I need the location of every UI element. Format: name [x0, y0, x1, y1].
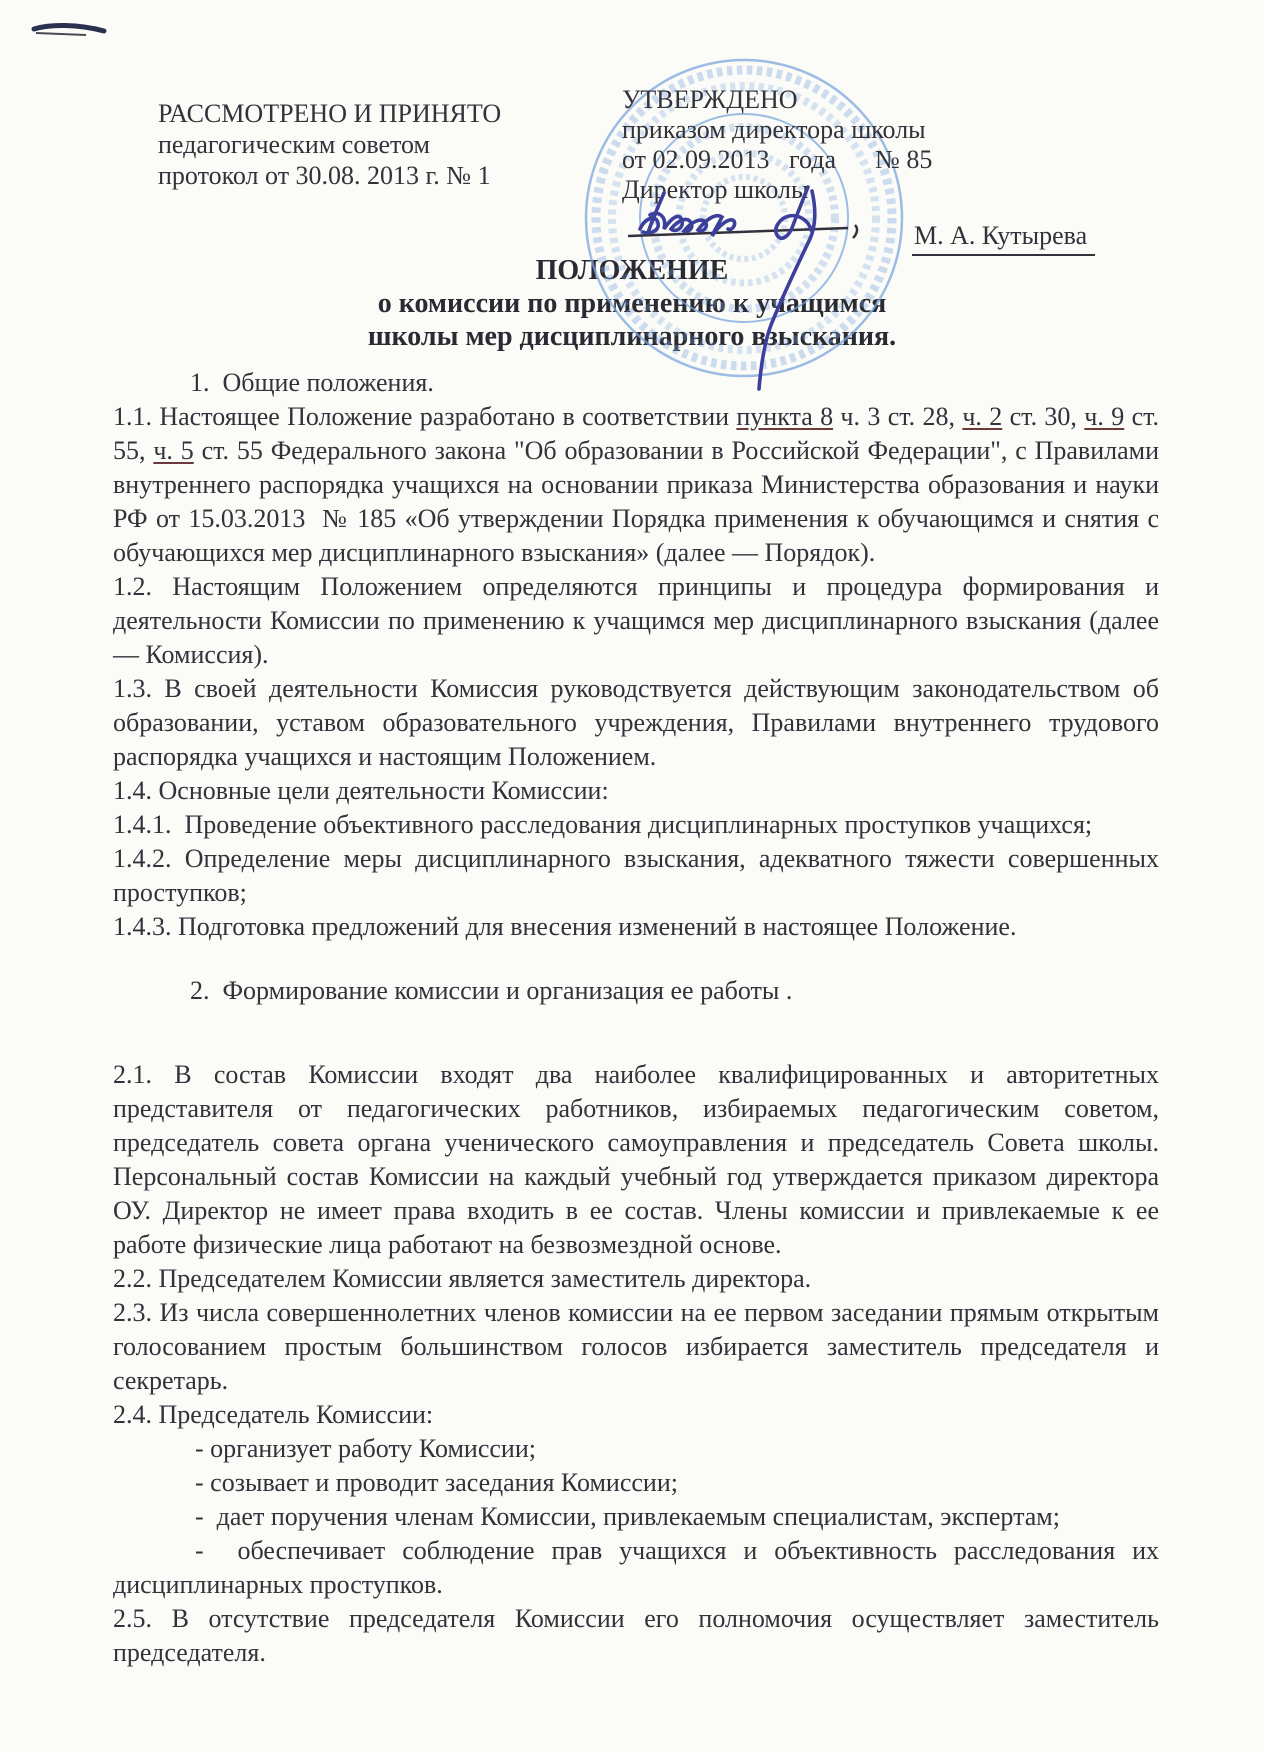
paragraph-1-2: 1.2. Настоящим Положением определяются принципы и процедура формирования и деятельности Комиссии по применению к учащимся мер дисциплинарного взыскания (далее — Комиссия).: [113, 572, 1159, 669]
title-line: школы мер дисциплинарного взыскания.: [367, 321, 897, 352]
paragraph-text: ст. 30,: [1002, 402, 1085, 431]
approval-left-line: педагогическим советом: [158, 130, 430, 159]
paragraph-1-4-2: 1.4.2. Определение меры дисциплинарного взыскания, адекватного тяжести совершенных проступков;: [113, 844, 1159, 907]
legal-reference: ч. 2: [962, 402, 1003, 431]
document-body: [113, 366, 1159, 1670]
paragraph-1-4-1: 1.4.1. Проведение объективного расследования дисциплинарных проступков учащихся;: [113, 810, 1093, 839]
approval-left-line: протокол от 30.08. 2013 г. № 1: [158, 161, 491, 190]
paragraph-1-4-3: 1.4.3. Подготовка предложений для внесения изменений в настоящее Положение.: [113, 912, 1017, 941]
paragraph-text: 1.1. Настоящее Положение разработано в соответствии: [113, 402, 737, 431]
paragraph-text: ст. 55,: [113, 402, 1160, 465]
paragraph-2-4-item: - организует работу Комиссии;: [195, 1434, 536, 1463]
paragraph-text: ч. 3 ст. 28,: [833, 402, 963, 431]
paragraph-2-4-item: - дает поручения членам Комиссии, привлекаемым специалистам, экспертам;: [195, 1502, 1060, 1531]
paragraph-2-1: 2.1. В состав Комиссии входят два наиболее квалифицированных и авторитетных представителя от педагогических работников, избираемых педагогическим советом, председатель совета органа ученического самоуправления и председатель Совета школы. Персональный состав Комиссии на каждый учебный год утверждается приказом директора ОУ. Директор не имеет права входить в ее состав. Члены комиссии и привлекаемые к ее работе физические лица работают на безвозмездной основе.: [113, 1060, 1159, 1259]
section-1-heading: 1. Общие положения.: [190, 368, 434, 397]
title-line: о комиссии по применению к учащимся: [377, 288, 887, 319]
paragraph-text: ст. 55 Федерального закона "Об образовании в Российской Федерации", с Правилами внутреннего распорядка учащихся на основании приказа Министерства образования и науки РФ от 15.03.2013 № 185 «Об утверждении Порядка применения к обучающимся и снятия с обучающихся мер дисциплинарного взыскания» (далее — Порядок).: [113, 436, 1160, 567]
paragraph-1-3: 1.3. В своей деятельности Комиссия руководствуется действующим законодательством об образовании, уставом образовательного учреждения, Правилами внутреннего трудового распорядка учащихся и настоящим Положением.: [113, 674, 1159, 771]
approval-right-line: от 02.09.2013 года № 85: [622, 145, 933, 174]
legal-reference: пункта 8: [736, 402, 834, 431]
approval-left-block: [158, 98, 501, 191]
director-signature: [612, 173, 872, 403]
paragraph-1-1: [113, 400, 1159, 570]
approval-right-line: приказом директора школы: [622, 115, 926, 144]
paragraph-2-4-item: - созывает и проводит заседания Комиссии;: [195, 1468, 678, 1497]
director-name: М. А. Кутырева: [912, 221, 1095, 256]
paragraph-2-4-item: - обеспечивает соблюдение прав учащихся и объективность расследования их дисциплинарных проступков.: [113, 1536, 1159, 1599]
paragraph-2-2: 2.2. Председателем Комиссии является заместитель директора.: [113, 1264, 812, 1293]
section-2-heading: 2. Формирование комиссии и организация ее работы .: [190, 976, 793, 1005]
paragraph-2-5: 2.5. В отсутствие председателя Комиссии его полномочия осуществляет заместитель председателя.: [113, 1604, 1159, 1667]
approval-right-line: Директор школы: [622, 175, 809, 204]
paragraph-1-4: 1.4. Основные цели деятельности Комиссии:: [113, 776, 609, 805]
ink-mark: [28, 18, 112, 44]
legal-reference: ч. 5: [153, 436, 194, 465]
title-line: ПОЛОЖЕНИЕ: [535, 255, 729, 286]
approval-left-line: РАССМОТРЕНО И ПРИНЯТО: [158, 99, 502, 128]
approval-right-line: УТВЕРЖДЕНО: [622, 85, 798, 114]
paragraph-2-4: 2.4. Председатель Комиссии:: [113, 1400, 434, 1429]
paragraph-2-3: 2.3. Из числа совершеннолетних членов комиссии на ее первом заседании прямым открытым голосованием простым большинством голосов избирается заместитель председателя и секретарь.: [113, 1298, 1159, 1395]
legal-reference: ч. 9: [1084, 402, 1125, 431]
